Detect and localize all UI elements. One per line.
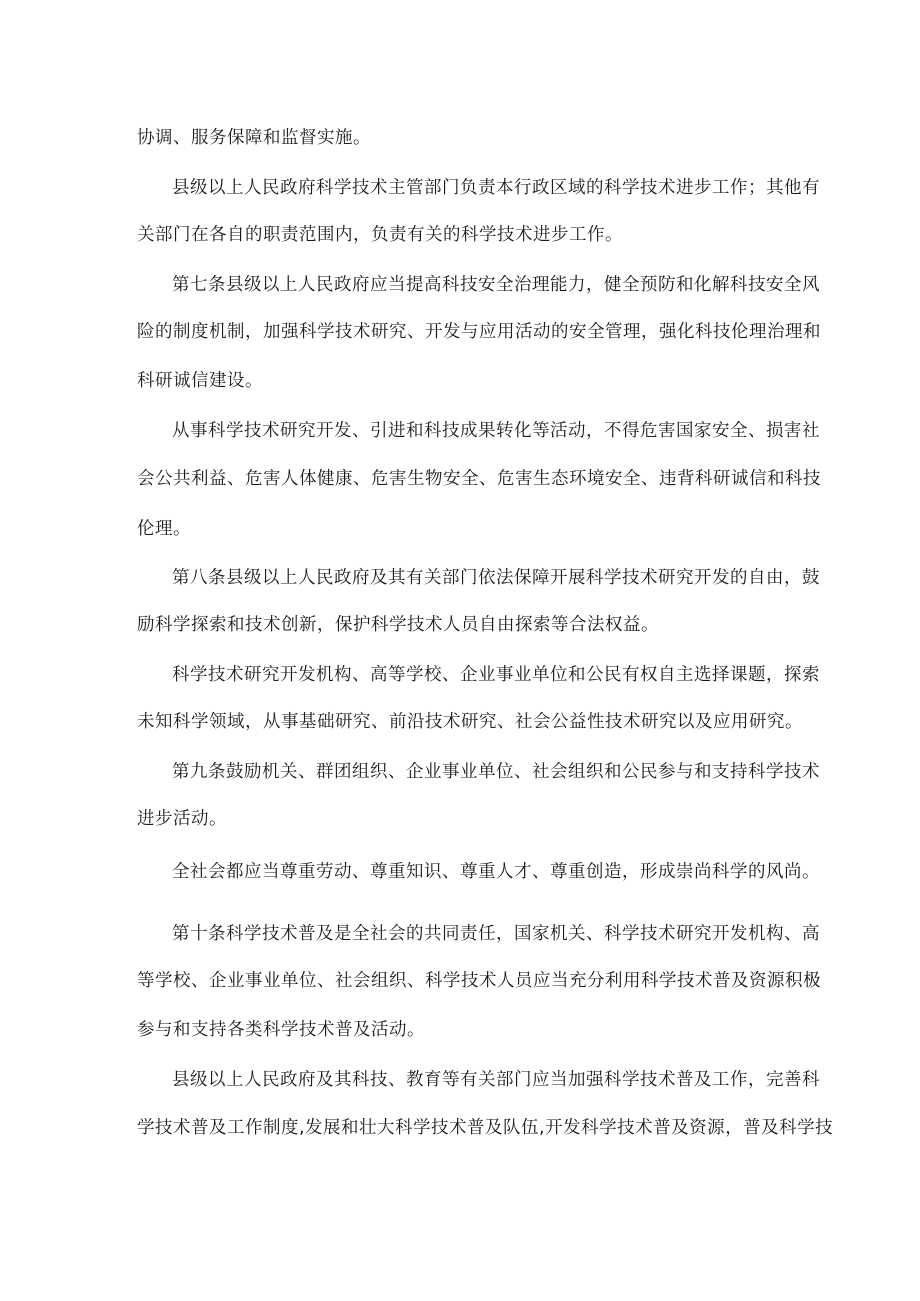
paragraph-2-line-2: 关部门在各自的职责范围内，负责有关的科学技术进步工作。 <box>137 225 623 245</box>
paragraph-3-line-3: 科研诚信建设。 <box>137 371 263 391</box>
paragraph-4-line-3: 伦理。 <box>137 519 191 539</box>
paragraph-7-line-2: 进步活动。 <box>137 809 227 829</box>
paragraph-3-line-1: 第七条县级以上人民政府应当提高科技安全治理能力，健全预防和化解科技安全风 <box>172 275 820 295</box>
paragraph-4-line-1: 从事科学技术研究开发、引进和科技成果转化等活动，不得危害国家安全、损害社 <box>172 421 820 441</box>
paragraph-2-line-1: 县级以上人民政府科学技术主管部门负责本行政区域的科学技术进步工作；其他有 <box>172 178 820 198</box>
paragraph-9-line-2: 等学校、企业事业单位、社会组织、科学技术人员应当充分利用科学技术普及资源积极 <box>137 971 821 991</box>
paragraph-7-line-1: 第九条鼓励机关、群团组织、企业事业单位、社会组织和公民参与和支持科学技术 <box>172 762 820 782</box>
paragraph-3-line-2: 险的制度机制，加强科学技术研究、开发与应用活动的安全管理，强化科技伦理治理和 <box>137 322 821 342</box>
paragraph-5-line-2: 励科学探索和技术创新，保护科学技术人员自由探索等合法权益。 <box>137 615 659 635</box>
paragraph-10-line-1: 县级以上人民政府及其科技、教育等有关部门应当加强科学技术普及工作，完善科 <box>172 1070 820 1090</box>
paragraph-6-line-2: 未知科学领域，从事基础研究、前沿技术研究、社会公益性技术研究以及应用研究。 <box>137 712 803 732</box>
paragraph-1-line-1: 协调、服务保障和监督实施。 <box>137 128 371 148</box>
paragraph-9-line-3: 参与和支持各类科学技术普及活动。 <box>137 1020 425 1040</box>
paragraph-9-line-1: 第十条科学技术普及是全社会的共同责任，国家机关、科学技术研究开发机构、高 <box>172 924 820 944</box>
paragraph-6-line-1: 科学技术研究开发机构、高等学校、企业事业单位和公民有权自主选择课题，探索 <box>172 665 820 685</box>
paragraph-8-line-1: 全社会都应当尊重劳动、尊重知识、尊重人才、尊重创造，形成崇尚科学的风尚。 <box>172 862 820 882</box>
paragraph-5-line-1: 第八条县级以上人民政府及其有关部门依法保障开展科学技术研究开发的自由，鼓 <box>172 568 820 588</box>
paragraph-10-line-2: 学技术普及工作制度,发展和壮大科学技术普及队伍,开发科学技术普及资源，普及科学技 <box>137 1118 834 1138</box>
paragraph-4-line-2: 会公共利益、危害人体健康、危害生物安全、危害生态环境安全、违背科研诚信和科技 <box>137 469 821 489</box>
